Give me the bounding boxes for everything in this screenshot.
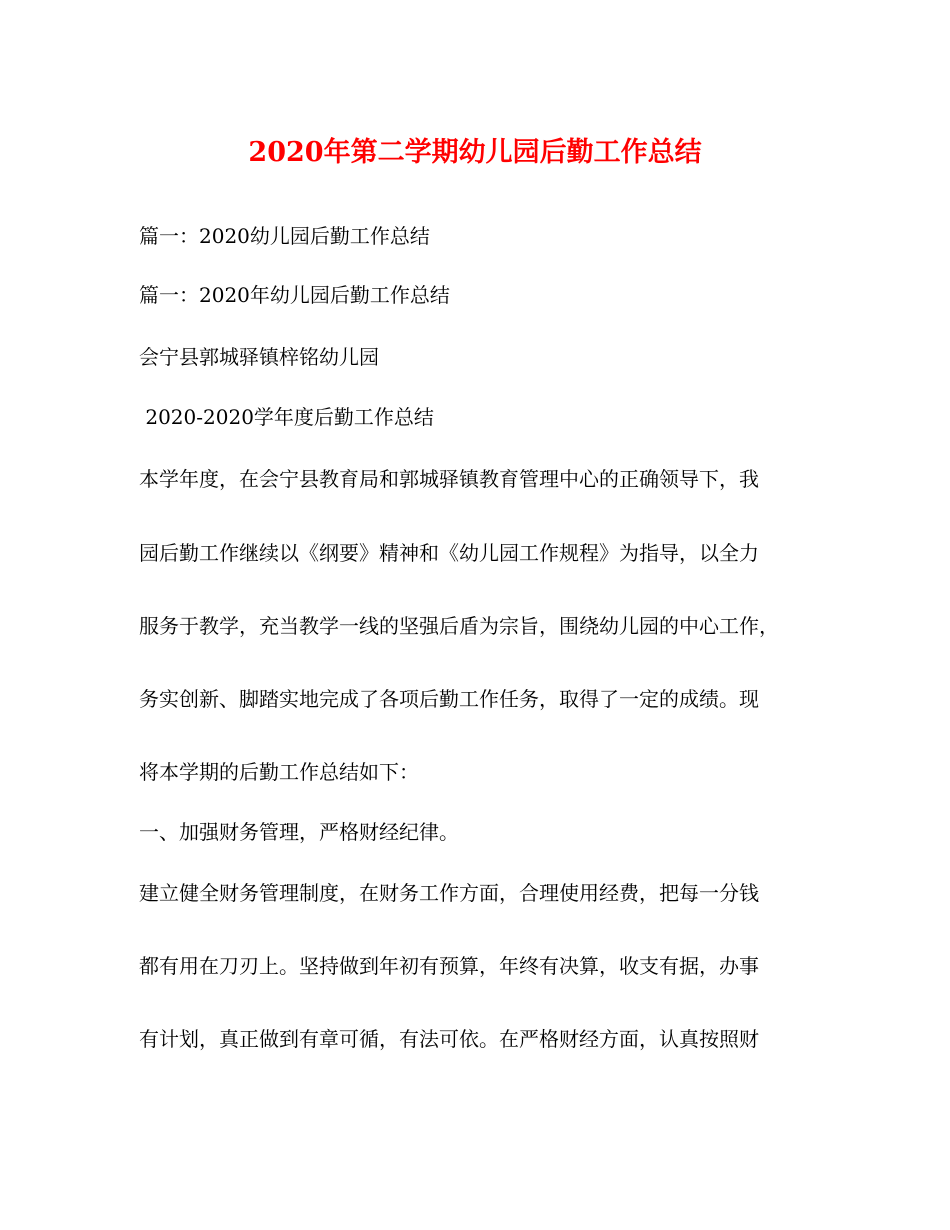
section-heading: 一、加强财务管理，严格财经纪律。 xyxy=(139,820,459,844)
organization-line: 会宁县郭城驿镇梓铭幼儿园 xyxy=(139,345,379,369)
paragraph-line: 有计划，真正做到有章可循，有法可依。在严格财经方面，认真按照财 xyxy=(139,1027,759,1051)
report-title-line: 2020-2020学年度后勤工作总结 xyxy=(139,405,434,429)
subheading-line: 篇一：2020幼儿园后勤工作总结 xyxy=(139,224,430,248)
paragraph-line: 都有用在刀刃上。坚持做到年初有预算，年终有决算，收支有据，办事 xyxy=(139,954,759,978)
subheading-line: 篇一：2020年幼儿园后勤工作总结 xyxy=(139,283,450,307)
document-title: 2020年第二学期幼儿园后勤工作总结 xyxy=(248,137,702,168)
paragraph-line: 园后勤工作继续以《纲要》精神和《幼儿园工作规程》为指导，以全力 xyxy=(139,541,759,565)
paragraph-line: 将本学期的后勤工作总结如下： xyxy=(139,760,419,784)
paragraph-line: 本学年度，在会宁县教育局和郭城驿镇教育管理中心的正确领导下，我 xyxy=(139,467,759,491)
paragraph-line: 建立健全财务管理制度，在财务工作方面，合理使用经费，把每一分钱 xyxy=(139,881,759,905)
paragraph-line: 服务于教学，充当教学一线的坚强后盾为宗旨，围绕幼儿园的中心工作， xyxy=(139,614,779,638)
paragraph-line: 务实创新、脚踏实地完成了各项后勤工作任务，取得了一定的成绩。现 xyxy=(139,687,759,711)
